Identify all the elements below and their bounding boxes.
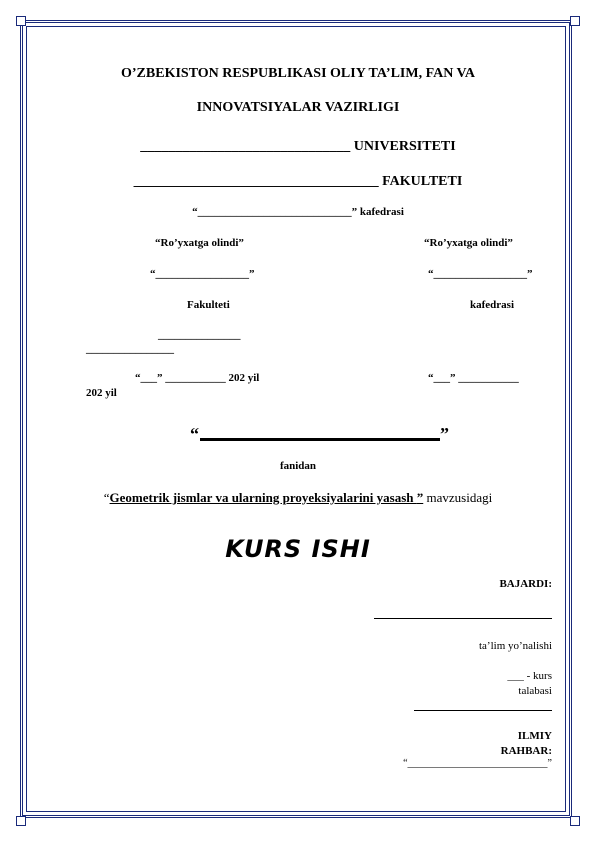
topic-open-quote: “ <box>103 490 110 505</box>
left-date: “___” ___________ 202 yil <box>135 372 260 384</box>
university-name: ______________________________ UNIVERSITETI <box>140 139 456 154</box>
author-name-line <box>374 618 552 619</box>
right-registered-label: “Ro’yxatga olindi” <box>424 237 513 249</box>
faculty-name: ___________________________________ FAKULTETI <box>133 174 463 189</box>
left-year: 202 yil <box>86 387 117 399</box>
ministry-title-line2: INNOVATSIYALAR VAZIRLIGI <box>196 100 400 115</box>
author-direction: ta’lim yo’nalishi <box>478 640 552 652</box>
left-signature-line: _______________ <box>158 329 241 341</box>
topic-line <box>0 490 596 506</box>
border-corner-bottom-left <box>16 816 26 826</box>
advisor-label-line1: ILMIY <box>517 730 552 742</box>
right-date: “___” ___________ <box>428 372 519 384</box>
advisor-label-line2: RAHBAR: <box>500 745 552 757</box>
topic-close-quote: ” <box>416 490 424 505</box>
author-label: BAJARDI: <box>499 578 552 590</box>
right-department-label: kafedrasi <box>470 299 514 311</box>
left-signature-line-2: ________________ <box>86 343 174 355</box>
ministry-title-line1: O’ZBEKISTON RESPUBLIKASI OLIY TA’LIM, FAN VA <box>121 66 475 81</box>
topic-suffix: mavzusidagi <box>423 490 493 505</box>
right-registration-number: “_________________” <box>428 268 533 280</box>
author-group-line <box>414 710 552 711</box>
left-registered-label: “Ro’yxatga olindi” <box>155 237 244 249</box>
department-name: “____________________________” kafedrasi <box>192 206 404 218</box>
document-title: KURS ISHI <box>225 535 371 563</box>
subject-close-quote: ” <box>440 424 449 444</box>
border-corner-top-right <box>570 16 580 26</box>
author-course: ___ - kurs <box>507 670 552 682</box>
topic-title: Geometrik jismlar va ularning proyeksiyalarini yasash <box>109 490 417 505</box>
border-corner-top-left <box>16 16 26 26</box>
left-faculty-label: Fakulteti <box>187 299 230 311</box>
subject-label: fanidan <box>279 460 317 472</box>
subject-blank-line <box>200 438 440 441</box>
left-registration-number: “_________________” <box>150 268 255 280</box>
advisor-name: “____________________________” <box>403 758 552 769</box>
border-corner-bottom-right <box>570 816 580 826</box>
author-student: talabasi <box>518 685 552 697</box>
subject-open-quote: “ <box>190 424 199 444</box>
